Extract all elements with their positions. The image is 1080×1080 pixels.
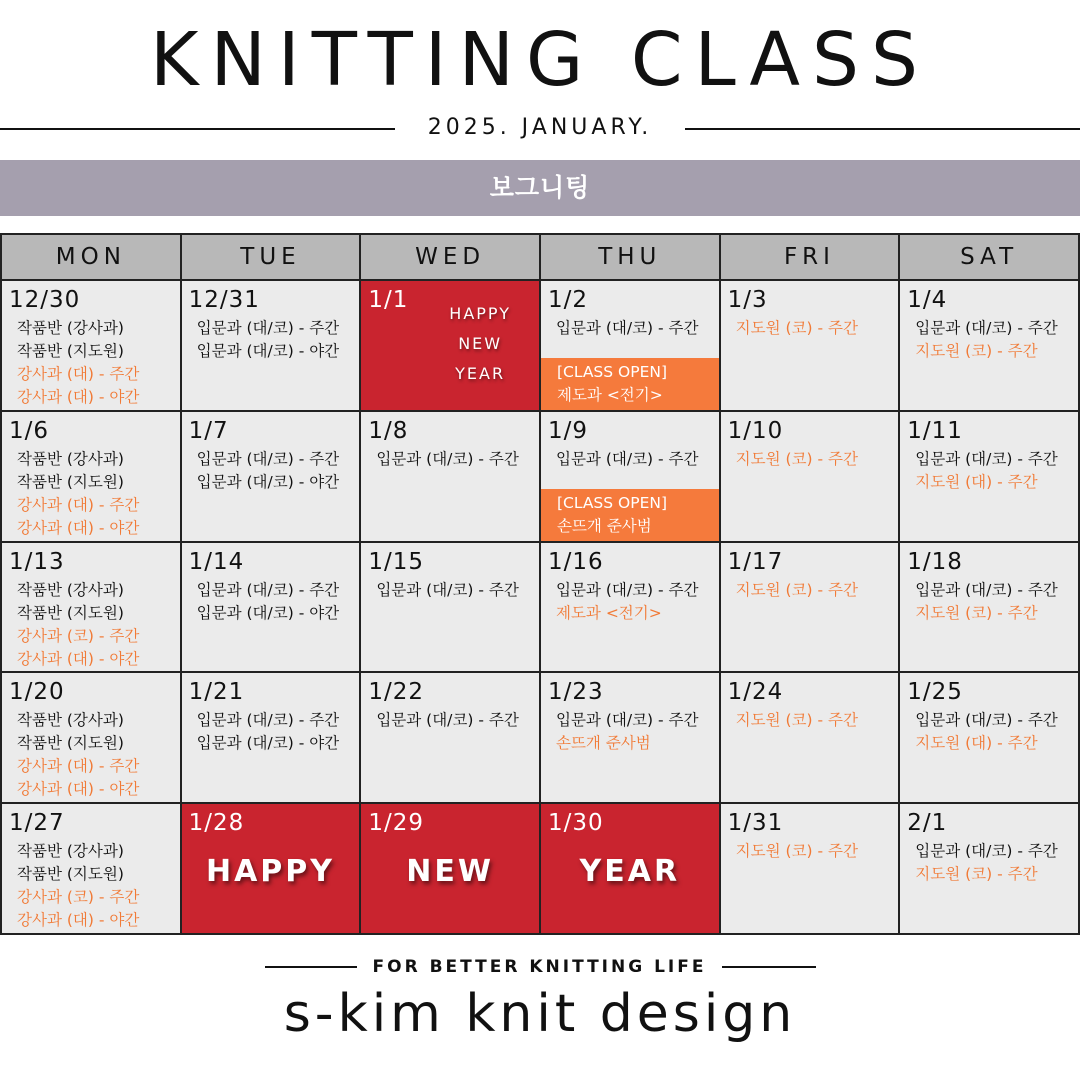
holiday-greeting-line: NEW <box>458 334 503 353</box>
class-list <box>2 705 180 801</box>
week-row <box>1 411 1079 542</box>
calendar-grid <box>0 233 1080 935</box>
class-entry: 입문과 (대/코) - 주간 <box>196 319 340 337</box>
date-subtitle-row <box>0 110 1080 146</box>
day-cell <box>181 280 361 411</box>
day-date: 1/30 <box>547 810 604 837</box>
month-subtitle: 2025. JANUARY. <box>427 115 653 140</box>
class-entry: 입문과 (대/코) - 주간 <box>196 580 340 599</box>
day-cell <box>540 803 720 934</box>
class-entry: 강사과 (대) - 야간 <box>17 388 140 406</box>
footer-tagline-row <box>0 952 1080 982</box>
day-cell <box>720 280 900 411</box>
brand-logo: s-kim knit design <box>283 984 797 1044</box>
class-list <box>900 444 1078 494</box>
class-entry: 지도원 (코) - 주간 <box>915 342 1038 360</box>
day-date: 1/1 <box>368 287 409 313</box>
day-date: 1/24 <box>727 679 784 706</box>
day-cell <box>1 411 181 542</box>
school-banner: 보그니팅 <box>0 160 1080 216</box>
class-entry: 입문과 (대/코) - 야간 <box>196 472 340 491</box>
weekday-header-row <box>1 234 1079 280</box>
class-list <box>900 575 1078 625</box>
class-entry: 지도원 (대) - 주간 <box>915 734 1038 753</box>
class-list <box>361 575 539 602</box>
class-open-notice <box>541 489 719 541</box>
day-date: 1/16 <box>547 548 604 575</box>
class-entry: 작품반 (지도원) <box>17 342 124 360</box>
class-list <box>541 575 719 625</box>
day-date: 1/9 <box>547 417 588 444</box>
day-cell <box>360 803 540 934</box>
class-open-line: 손뜨개 준사범 <box>556 516 652 535</box>
divider-right <box>685 128 1080 130</box>
week-row <box>1 280 1079 411</box>
day-cell <box>899 280 1079 411</box>
class-list <box>721 444 899 471</box>
day-date: 1/29 <box>368 810 424 837</box>
day-date: 1/11 <box>907 417 963 444</box>
class-list <box>541 313 719 340</box>
class-entry: 강사과 (대) - 야간 <box>17 911 140 930</box>
weekday-wed: WED <box>360 234 540 280</box>
day-cell <box>899 542 1079 673</box>
footer-divider-right <box>722 966 816 968</box>
class-entry: 강사과 (대) - 야간 <box>17 518 140 537</box>
class-entry: 제도과 <전기> <box>555 603 662 622</box>
week-row <box>1 803 1079 934</box>
week-row <box>1 672 1079 803</box>
class-list <box>361 705 539 732</box>
day-date: 1/10 <box>727 417 784 444</box>
class-list <box>721 575 899 602</box>
class-entry: 작품반 (지도원) <box>17 734 124 753</box>
class-entry: 작품반 (지도원) <box>17 865 124 884</box>
class-open-line: [CLASS OPEN] <box>556 493 668 512</box>
day-date: 1/20 <box>9 679 65 706</box>
class-entry: 강사과 (대) - 주간 <box>17 757 140 776</box>
class-entry: 입문과 (대/코) - 주간 <box>196 449 340 468</box>
holiday-greeting-line: YEAR <box>455 364 506 383</box>
class-list <box>182 444 360 494</box>
class-entry: 작품반 (강사과) <box>17 580 124 599</box>
class-list <box>541 444 719 471</box>
class-entry: 지도원 (대) - 주간 <box>915 472 1038 491</box>
page-title: KNITTING CLASS <box>149 17 931 103</box>
day-date: 1/3 <box>727 287 768 313</box>
day-cell <box>1 280 181 411</box>
class-list <box>182 575 360 625</box>
divider-left <box>0 128 395 130</box>
day-cell <box>360 411 540 542</box>
class-entry: 지도원 (코) - 주간 <box>735 319 858 337</box>
class-entry: 작품반 (지도원) <box>17 472 124 491</box>
class-entry: 입문과 (대/코) - 주간 <box>915 711 1058 730</box>
day-date: 1/8 <box>368 417 409 444</box>
day-date: 1/17 <box>727 548 784 575</box>
day-date: 1/4 <box>907 287 948 313</box>
class-entry: 입문과 (대/코) - 주간 <box>376 449 519 468</box>
class-list <box>721 313 899 340</box>
class-entry: 강사과 (대) - 주간 <box>17 365 140 383</box>
day-date: 1/23 <box>547 679 604 706</box>
class-entry: 작품반 (강사과) <box>17 711 124 730</box>
day-cell <box>720 672 900 803</box>
day-date: 1/13 <box>9 548 65 575</box>
class-list <box>361 444 539 471</box>
class-entry: 강사과 (대) - 야간 <box>17 780 140 799</box>
class-entry: 지도원 (코) - 주간 <box>735 449 858 468</box>
weekday-tue: TUE <box>181 234 361 280</box>
class-entry: 강사과 (대) - 야간 <box>17 649 140 668</box>
footer-tagline: FOR BETTER KNITTING LIFE <box>372 957 707 977</box>
class-list <box>721 836 899 863</box>
day-cell <box>181 411 361 542</box>
calendar-body <box>1 280 1079 934</box>
class-entry: 작품반 (강사과) <box>17 842 124 861</box>
class-entry: 입문과 (대/코) - 주간 <box>915 319 1058 337</box>
day-cell <box>540 542 720 673</box>
class-entry: 지도원 (코) - 주간 <box>735 842 858 861</box>
day-cell <box>720 542 900 673</box>
class-entry: 입문과 (대/코) - 주간 <box>196 711 340 730</box>
day-cell <box>540 280 720 411</box>
day-cell <box>181 803 361 934</box>
holiday-word: NEW <box>406 854 494 890</box>
day-cell <box>1 803 181 934</box>
day-cell <box>1 542 181 673</box>
class-entry: 입문과 (대/코) - 주간 <box>915 580 1058 599</box>
class-entry: 입문과 (대/코) - 주간 <box>915 449 1058 468</box>
class-entry: 입문과 (대/코) - 야간 <box>196 734 340 753</box>
class-list <box>900 836 1078 886</box>
class-list <box>182 313 360 363</box>
day-cell <box>899 411 1079 542</box>
class-entry: 입문과 (대/코) - 주간 <box>555 711 699 730</box>
class-entry: 지도원 (코) - 주간 <box>915 865 1038 884</box>
class-entry: 작품반 (지도원) <box>17 603 124 622</box>
day-date: 1/2 <box>547 287 588 313</box>
class-list <box>2 444 180 540</box>
holiday-word: HAPPY <box>205 854 335 890</box>
class-entry: 손뜨개 준사범 <box>555 734 651 753</box>
class-list <box>900 705 1078 755</box>
week-row <box>1 542 1079 673</box>
day-date: 12/31 <box>188 287 260 313</box>
day-cell <box>540 411 720 542</box>
footer-divider-left <box>265 966 357 968</box>
day-cell <box>720 411 900 542</box>
day-date: 12/30 <box>9 287 81 313</box>
day-cell <box>540 672 720 803</box>
day-cell <box>181 672 361 803</box>
class-entry: 입문과 (대/코) - 주간 <box>915 842 1058 861</box>
day-date: 1/6 <box>9 417 50 444</box>
holiday-greeting-line: HAPPY <box>449 304 511 323</box>
day-cell <box>720 803 900 934</box>
weekday-fri: FRI <box>720 234 900 280</box>
class-entry: 강사과 (코) - 주간 <box>17 626 140 645</box>
holiday-greeting <box>361 299 539 389</box>
class-entry: 입문과 (대/코) - 야간 <box>196 603 340 622</box>
day-date: 1/7 <box>188 417 229 444</box>
class-entry: 지도원 (코) - 주간 <box>735 711 858 730</box>
class-list <box>721 705 899 732</box>
class-entry: 입문과 (대/코) - 주간 <box>376 580 519 599</box>
class-list <box>2 313 180 409</box>
class-entry: 작품반 (강사과) <box>17 449 124 468</box>
class-entry: 입문과 (대/코) - 주간 <box>555 449 699 468</box>
day-date: 1/15 <box>368 548 424 575</box>
class-entry: 입문과 (대/코) - 주간 <box>376 711 519 730</box>
day-date: 1/25 <box>907 679 963 706</box>
class-entry: 입문과 (대/코) - 주간 <box>555 580 699 599</box>
day-date: 1/14 <box>188 548 245 575</box>
class-open-notice <box>541 358 719 410</box>
weekday-thu: THU <box>540 234 720 280</box>
day-date: 1/28 <box>188 810 245 837</box>
holiday-word: YEAR <box>579 854 681 890</box>
class-list <box>182 705 360 755</box>
weekday-sat: SAT <box>899 234 1079 280</box>
class-list <box>541 705 719 755</box>
class-entry: 입문과 (대/코) - 야간 <box>196 342 340 360</box>
class-list <box>2 836 180 932</box>
day-date: 2/1 <box>907 810 948 837</box>
day-date: 1/31 <box>727 810 784 837</box>
class-entry: 강사과 (대) - 주간 <box>17 495 140 514</box>
weekday-mon: MON <box>1 234 181 280</box>
class-entry: 지도원 (코) - 주간 <box>915 603 1038 622</box>
class-list <box>2 575 180 671</box>
class-open-line: 제도과 <전기> <box>556 385 663 404</box>
day-date: 1/22 <box>368 679 424 706</box>
day-cell <box>360 672 540 803</box>
day-cell <box>1 672 181 803</box>
day-cell <box>360 542 540 673</box>
class-entry: 지도원 (코) - 주간 <box>735 580 858 599</box>
day-cell <box>899 803 1079 934</box>
class-entry: 강사과 (코) - 주간 <box>17 888 140 907</box>
day-date: 1/27 <box>9 810 65 837</box>
class-entry: 입문과 (대/코) - 주간 <box>555 319 699 337</box>
day-date: 1/18 <box>907 548 963 575</box>
class-entry: 작품반 (강사과) <box>17 319 124 337</box>
day-cell <box>181 542 361 673</box>
day-cell <box>899 672 1079 803</box>
day-date: 1/21 <box>188 679 245 706</box>
class-open-line: [CLASS OPEN] <box>556 362 668 381</box>
day-cell <box>360 280 540 411</box>
class-list <box>900 313 1078 363</box>
